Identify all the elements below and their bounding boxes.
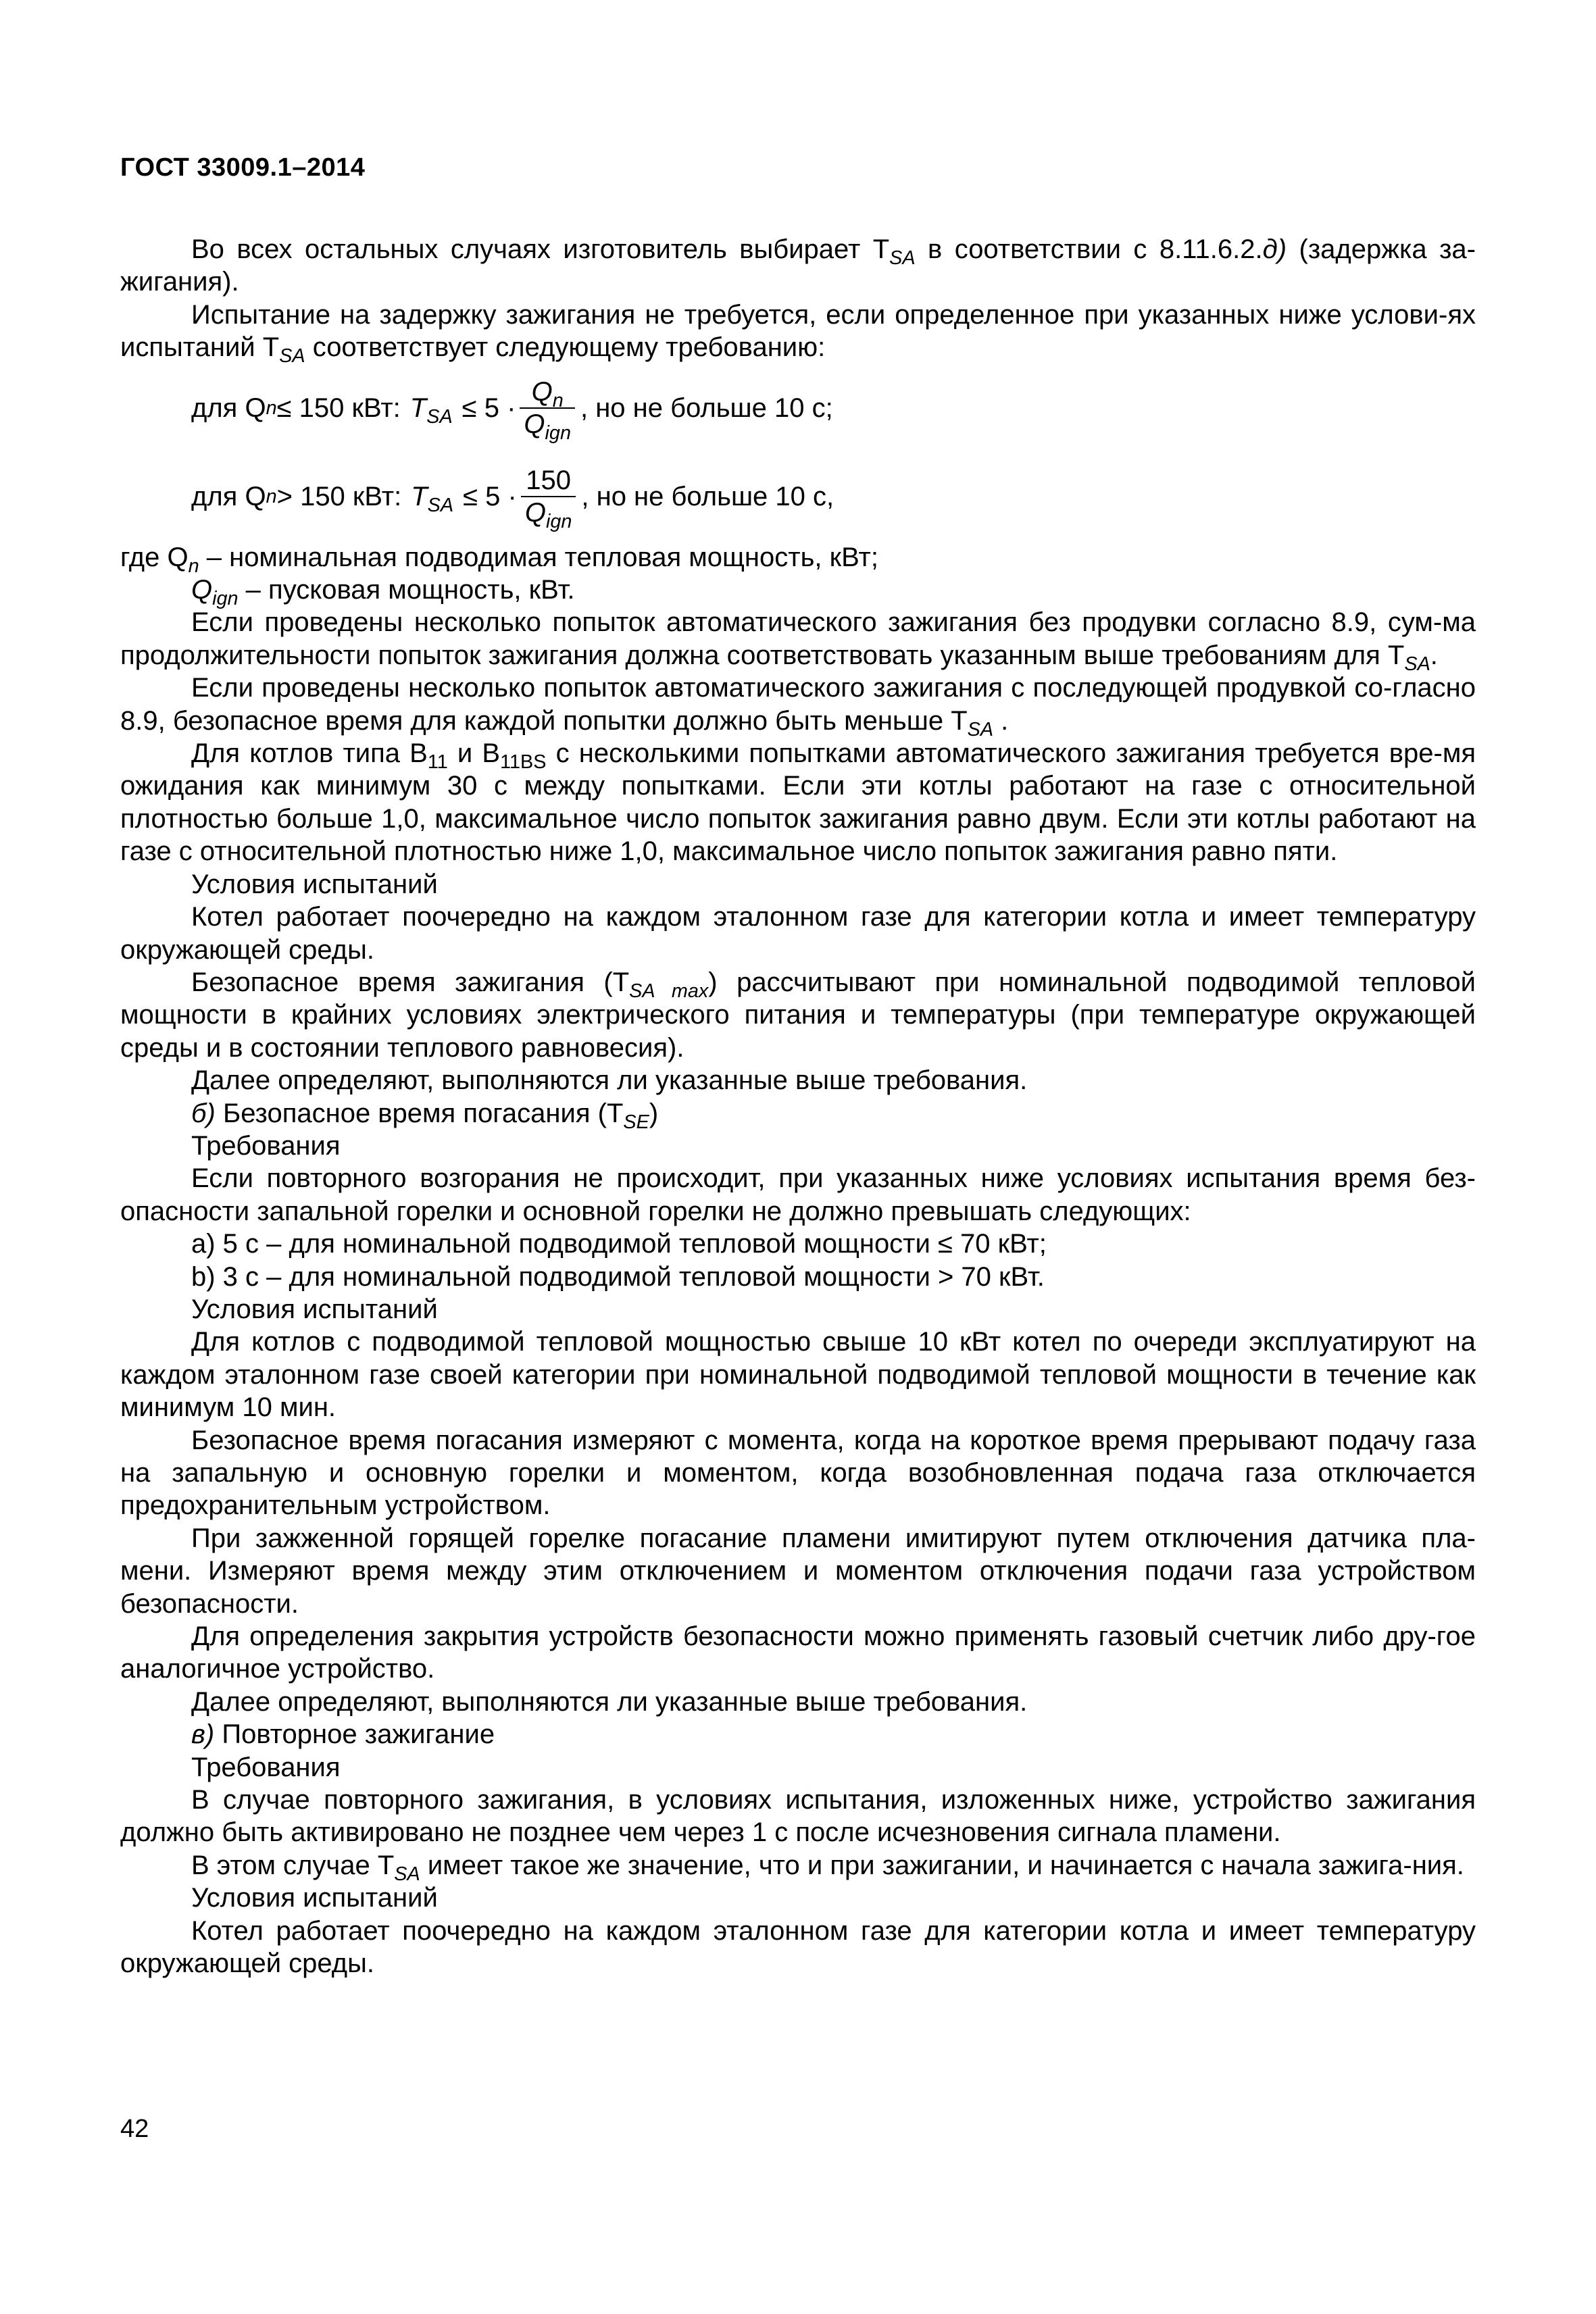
page-number: 42 [120,2115,149,2143]
paragraph-16: В этом случае $T_{SA}$ имеет такое же значение, что и при зажигании, и начинается с начала зажига-ния. [191,1850,1464,1886]
paragraph-2: Испытание на задержку зажигания не требуется, если определенное при указанных ниже услови-ях испытаний $T_{SA}$ соответствует следующему требованию: [120,299,1476,368]
legend-line-1: где $Q_n$ – номинальная подводимая тепловая мощность, кВт; [120,542,878,577]
subheading-b: б) Безопасное время погасания $(T_{SE})$ [191,1098,659,1133]
formula-2-fraction: $\frac{150}{Q_{ign}}$ [521,465,576,528]
paragraph-9: Если повторного возгорания не происходит, при указанных ниже условиях испытания время без-опасности запальной горелки и основной горелки не должно превышать следующих: [120,1163,1476,1226]
subheading-test-conditions-2: Условия испытаний [191,1294,438,1324]
formula-2-lhs: $T_{SA}$ [411,481,454,517]
paragraph-14: Далее определяют, выполняются ли указанные выше требования. [191,1686,1028,1717]
paragraph-17: Котел работает поочередно на каждом эталонном газе для категории котла и имеет температуру окружающей среды. [120,1915,1476,1979]
paragraph-6: Котел работает поочередно на каждом эталонном газе для категории котла и имеет температуру окружающей среды. [120,902,1476,965]
paragraph-8: Далее определяют, выполняются ли указанные выше требования. [191,1065,1028,1096]
paragraph-7: Безопасное время зажигания $(T_{SA max})$ рассчитывают при номинальной подводимой тепловой мощности в крайних условиях электрического питания и температуры (при температуре окружающей среды и в состоянии теплового равновесия). [120,967,1476,1063]
legend-line-2: $Q_{ign}$ – пусковая мощность, кВт. [191,575,575,610]
formula-1-fraction: $\frac{Q_n}{Q_{ign}}$ [520,376,575,440]
list-item-b: b) 3 с – для номинальной подводимой тепловой мощности > 70 кВт. [191,1261,1045,1292]
paragraph-11: Безопасное время погасания измеряют с момента, когда на короткое время прерывают подачу газа на запальную и основную горелки и моментом, когда возобновленная подача газа отключается предохранительным устройством. [120,1425,1476,1521]
formula-1-lhs: $T_{SA}$ [409,393,453,428]
subheading-v: в) Повторное зажигание [191,1719,495,1750]
paragraph-10: Для котлов с подводимой тепловой мощностью свыше 10 кВт котел по очереди эксплуатируют на каждом эталонном газе своей категории при номинальной подводимой тепловой мощности в течение как минимум 10 мин. [120,1327,1476,1423]
subheading-test-conditions-1: Условия испытаний [191,869,438,899]
formula-1: для Q n ≤ 150 кВт: $T_{SA}$ ≤ 5 · $\frac{Q_n}{Q_{ign}}$ , но не больше 10 с; [191,377,833,445]
paragraph-12: При зажженной горящей горелке погасание пламени имитируют путем отключения датчика пла-мени. Измеряют время между этим отключением и моментом отключения подачи газа устройством безопасности. [120,1523,1476,1619]
standard-header: ГОСТ 33009.1–2014 [120,153,366,182]
document-body [120,233,1476,1980]
paragraph-5: Для котлов типа $B_{11}$ и $B_{11BS}$ с несколькими попытками автоматического зажигания требуется вре-мя ожидания как минимум 30 с между попытками. Если эти котлы работают на газе с относительной плотностью больше 1,0, максимальное число попыток зажигания равно двум. Если эти котлы работают на газе с относительной плотностью ниже 1,0, максимальное число попыток зажигания равно пяти. [120,738,1476,867]
formula-2: для Q n > 150 кВт: $T_{SA}$ ≤ 5 · $\frac{150}{Q_{ign}}$ , но не больше 10 с, [191,466,834,533]
paragraph-4: Если проведены несколько попыток автоматического зажигания с последующей продувкой со-гласно 8.9, безопасное время для каждой попытки должно быть меньше $T_{SA}$ . [120,673,1476,740]
paragraph-13: Для определения закрытия устройств безопасности можно применять газовый счетчик либо дру-гое аналогичное устройство. [120,1621,1476,1684]
list-item-a: а) 5 с – для номинальной подводимой тепловой мощности ≤ 70 кВт; [191,1229,1047,1259]
paragraph-1: Во всех остальных случаях изготовитель выбирает $T_{SA}$ в соответствии с 8.11.6.2.д) (задержка за-жигания). [120,234,1476,297]
subheading-test-conditions-3: Условия испытаний [191,1883,438,1913]
paragraph-15: В случае повторного зажигания, в условиях испытания, изложенных ниже, устройство зажигания должно быть активировано не позднее чем через 1 с после исчезновения сигнала пламени. [120,1785,1476,1848]
subheading-requirements-1: Требования [191,1130,341,1161]
subheading-requirements-2: Требования [191,1752,341,1782]
paragraph-3: Если проведены несколько попыток автоматического зажигания без продувки согласно 8.9, сум-ма продолжительности попыток зажигания должна соответствовать указанным выше требованиям для $T_{SA}$. [120,607,1476,676]
